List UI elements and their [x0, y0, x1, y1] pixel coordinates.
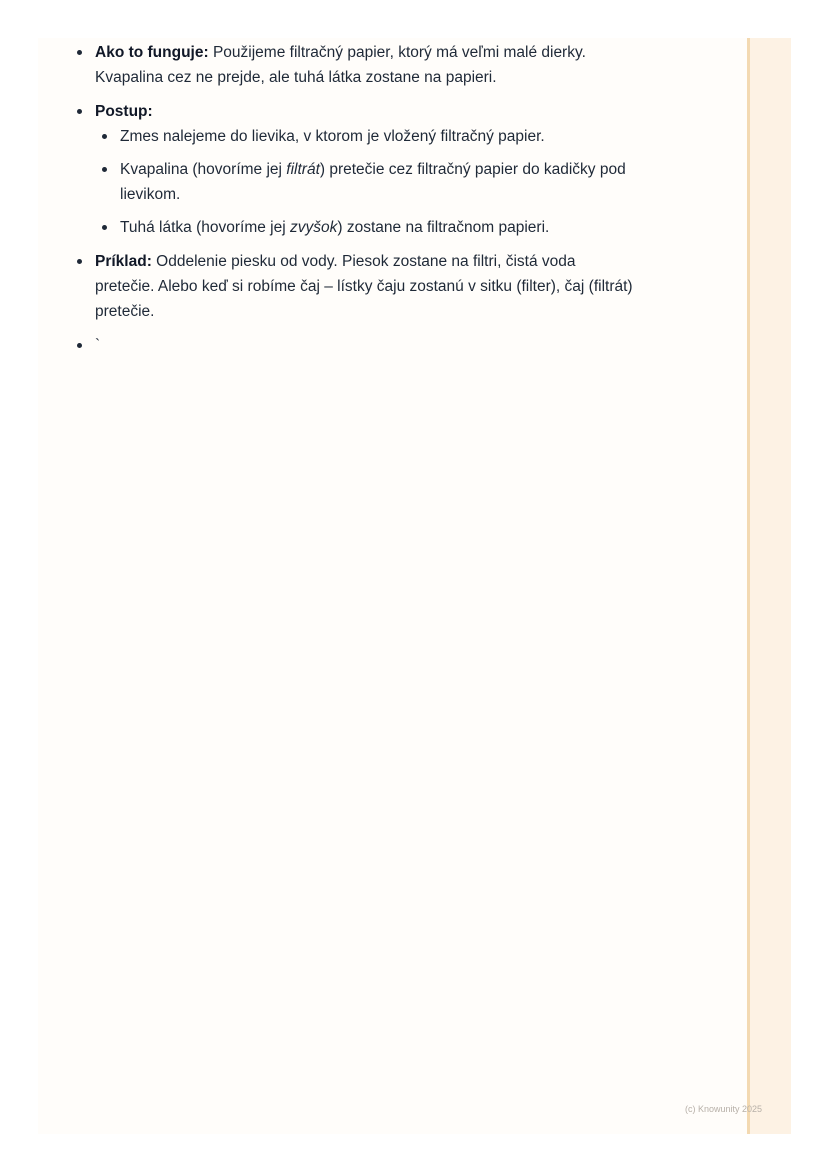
sub-item-text-after: ) pretečie cez filtračný papier do kadičky pod lievikom.: [120, 161, 626, 203]
sub-item-term: zvyšok: [290, 219, 338, 236]
list-item-example: [59, 249, 639, 324]
sub-item-text-before: Tuhá látka (hovoríme jej: [120, 219, 291, 236]
document-content: [59, 40, 639, 367]
sub-item-text-before: Kvapalina (hovoríme jej: [120, 161, 287, 178]
sub-item-text: Zmes nalejeme do lievika, v ktorom je vložený filtračný papier.: [120, 128, 545, 145]
item-label: Ako to funguje:: [95, 44, 209, 61]
sub-item-text-after: ) zostane na filtračnom papieri.: [337, 219, 550, 236]
bullet-list: [59, 40, 639, 358]
sub-item: [95, 157, 639, 207]
item-label: Postup:: [95, 103, 153, 120]
item-text: Oddelenie piesku od vody. Piesok zostane na filtri, čistá voda pretečie. Alebo keď si robíme čaj – lístky čaju zostanú v sitku (filter), čaj (filtrát) pretečie.: [95, 253, 633, 320]
right-margin-strip: [748, 38, 791, 1134]
item-text: Použijeme filtračný papier, ktorý má veľmi malé dierky. Kvapalina cez ne prejde, ale tuhá látka zostane na papieri.: [95, 44, 586, 86]
list-item-procedure: [59, 99, 639, 240]
list-item-stray: [59, 333, 639, 358]
sub-item: [95, 124, 639, 149]
sub-item: [95, 215, 639, 240]
sub-item-term: filtrát: [286, 161, 320, 178]
item-label: Príklad:: [95, 253, 152, 270]
copyright-footer: (c) Knowunity 2025: [685, 1104, 763, 1114]
item-text: `: [95, 337, 101, 354]
margin-line: [747, 38, 750, 1134]
list-item-how-it-works: [59, 40, 639, 90]
sub-list: [95, 124, 639, 240]
